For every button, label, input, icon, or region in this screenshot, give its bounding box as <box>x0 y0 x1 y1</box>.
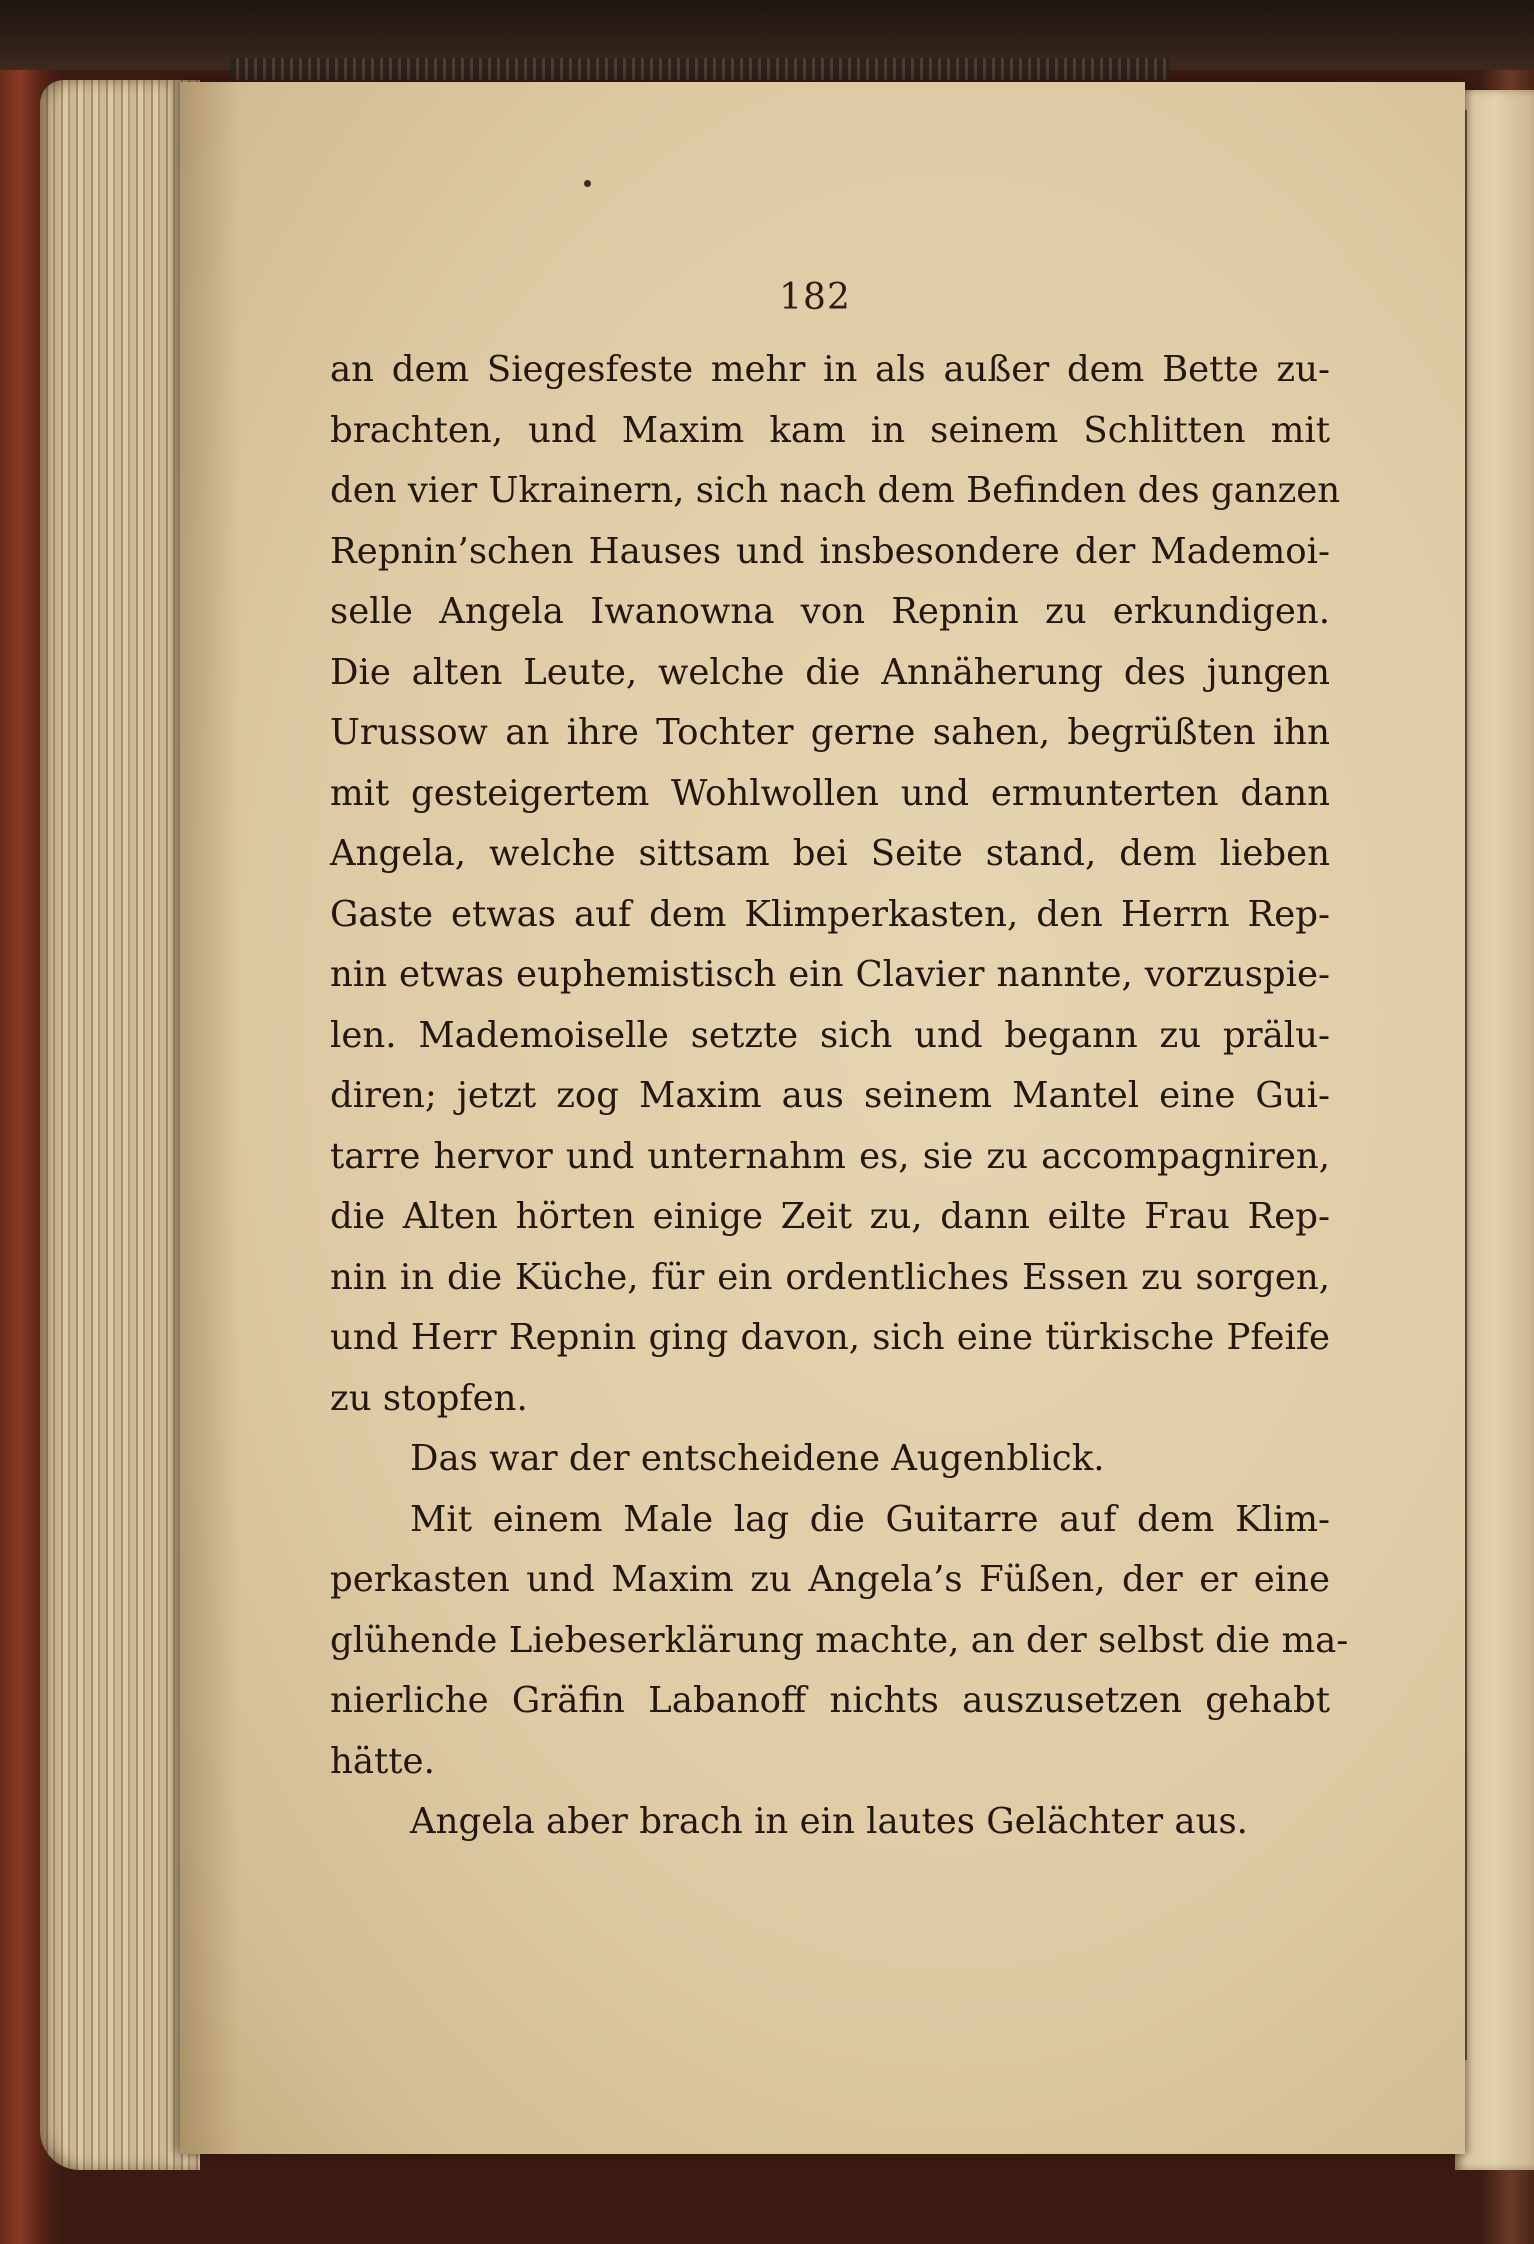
text-line: nierliche Gräfin Labanoff nichts auszusetzen gehabt <box>330 1680 1330 1721</box>
header-rule <box>230 58 1170 80</box>
text-line: selle Angela Iwanowna von Repnin zu erkundigen. <box>330 591 1330 632</box>
body-text <box>330 340 1349 1853</box>
text-line: Gaste etwas auf dem Klimperkasten, den Herrn Rep- <box>330 893 1330 935</box>
facing-page-line <box>1465 110 1467 2060</box>
page-stack-edges <box>40 80 200 2170</box>
text-line: perkasten und Maxim zu Angela’s Füßen, der er eine <box>330 1559 1330 1600</box>
text-line: die Alten hörten einige Zeit zu, dann eilte Frau Rep- <box>330 1196 1330 1237</box>
ink-speck <box>584 180 591 187</box>
text-line: und Herr Repnin ging davon, sich eine türkische Pfeife <box>330 1317 1330 1358</box>
text-line: Angela aber brach in ein lautes Gelächter aus. <box>410 1801 1248 1842</box>
text-line: nin in die Küche, für ein ordentliches Essen zu sorgen, <box>330 1256 1330 1298</box>
text-line: Repnin’schen Hauses und insbesondere der Mademoi- <box>330 530 1330 572</box>
book-page <box>180 82 1465 2154</box>
text-line: glühende Liebeserklärung machte, an der selbst die ma- <box>330 1619 1349 1661</box>
text-line: Mit einem Male lag die Guitarre auf dem Klim- <box>410 1498 1330 1540</box>
text-line: Angela, welche sittsam bei Seite stand, dem lieben <box>330 833 1330 874</box>
text-line: an dem Siegesfeste mehr in als außer dem Bette zu- <box>330 349 1330 390</box>
text-line: den vier Ukrainern, sich nach dem Befinden des ganzen <box>330 470 1341 511</box>
text-line: mit gesteigertem Wohlwollen und ermunterten dann <box>330 772 1330 814</box>
text-line: diren; jetzt zog Maxim aus seinem Mantel eine Gui- <box>330 1075 1330 1116</box>
text-line: Urussow an ihre Tochter gerne sahen, begrüßten ihn <box>330 712 1330 753</box>
text-line: brachten, und Maxim kam in seinem Schlitten mit <box>330 409 1330 451</box>
page-number: 182 <box>779 277 851 318</box>
gutter-shadow <box>180 82 240 2154</box>
text-line: nin etwas euphemistisch ein Clavier nannte, vorzuspie- <box>330 954 1330 995</box>
text-line: hätte. <box>330 1740 435 1782</box>
text-line: tarre hervor und unternahm es, sie zu accompagniren, <box>330 1135 1330 1177</box>
text-line: Das war der entscheidene Augenblick. <box>410 1438 1105 1479</box>
text-line: len. Mademoiselle setzte sich und begann zu prälu- <box>330 1014 1330 1056</box>
text-line: zu stopfen. <box>330 1377 528 1419</box>
text-line: Die alten Leute, welche die Annäherung des jungen <box>330 651 1330 693</box>
